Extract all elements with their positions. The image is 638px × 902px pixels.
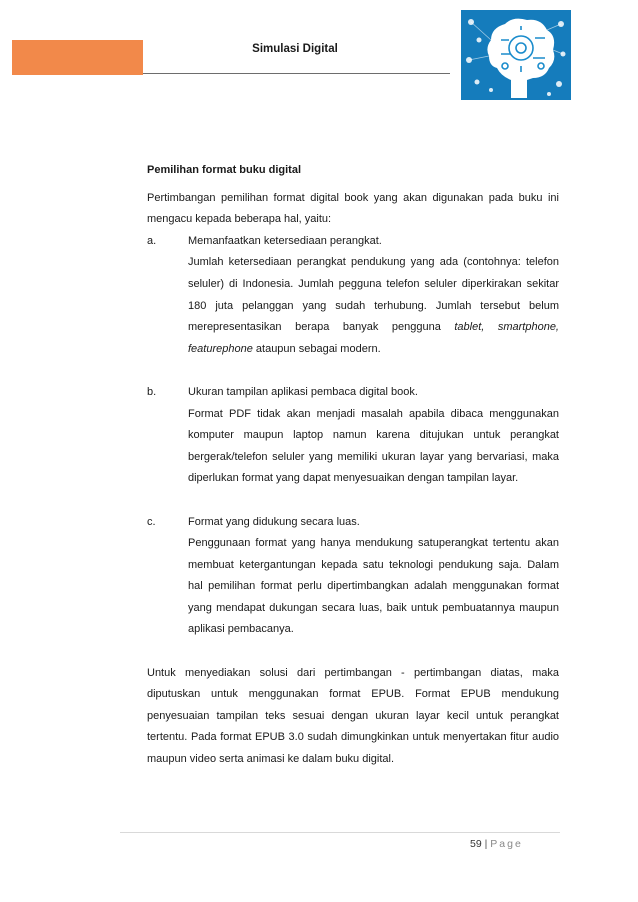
emphasis-featurephone: featurephone [188,342,253,355]
list-marker: a. [147,234,157,247]
list-item-title: Ukuran tampilan aplikasi pembaca digital book. [188,385,418,398]
header-title: Simulasi Digital [252,43,338,55]
brain-circuit-logo-icon [461,10,571,100]
page-label: Page [490,838,523,850]
list-item-text [188,252,559,360]
footer-separator: | [484,838,488,850]
list-item-text: Penggunaan format yang hanya mendukung satuperangkat tertentu akan membuat ketergantungan kepada satu teknologi pendukung saja. Dalam hal pemilihan format perlu dipertimbangkan adalah menggunakan format yang mendapat dukungan secara luas, baik untuk pembuatannya maupun aplikasi pembacanya. [188,537,559,636]
emphasis-smartphone: smartphone, [497,321,559,334]
header-divider [143,73,450,74]
emphasis-tablet: tablet, [454,321,485,334]
list-item-text: Format PDF tidak akan menjadi masalah apabila dibaca menggunakan komputer maupun laptop namun karena ditujukan untuk perangkat bergerak/telefon seluler yang memiliki ukuran layar yang bervariasi, maka diperlukan format yang dapat menyesuaikan dengan tampilan layar. [188,407,559,485]
page-content [147,160,559,771]
footer-divider [120,832,560,833]
page-footer [470,838,560,850]
list-marker: b. [147,385,157,398]
text-segment: Jumlah ketersediaan perangkat pendukung yang ada (contohnya: telefon seluler) di Indonesia. Jumlah pegguna telefon seluler diperkirakan sekitar 180 juta pelanggan yang sudah terhubung. Jumlah tersebut belum merepresentasikan berapa banyak pengguna [188,256,559,334]
page-number: 59 [470,838,482,850]
list-item [147,382,559,490]
list-item-title: Memanfaatkan ketersediaan perangkat. [188,234,382,247]
intro-paragraph: Pertimbangan pemilihan format digital book yang akan digunakan pada buku ini mengacu kepada beberapa hal, yaitu: [147,191,559,226]
header-accent-bar [12,40,143,75]
list-item-title: Format yang didukung secara luas. [188,515,360,528]
section-heading: Pemilihan format buku digital [147,164,302,176]
text-segment: ataupun sebagai modern. [252,342,381,355]
list-item [147,512,559,642]
list-marker: c. [147,515,156,528]
list-item [147,231,559,361]
closing-paragraph: Untuk menyediakan solusi dari pertimbangan - pertimbangan diatas, maka diputuskan untuk menggunakan format EPUB. Format EPUB mendukung penyesuaian tampilan teks sesuai dengan ukuran layar kecil untuk perangkat tertentu. Pada format EPUB 3.0 sudah dimungkinkan untuk menyertakan fitur audio maupun video serta animasi ke dalam buku digital. [147,666,559,766]
